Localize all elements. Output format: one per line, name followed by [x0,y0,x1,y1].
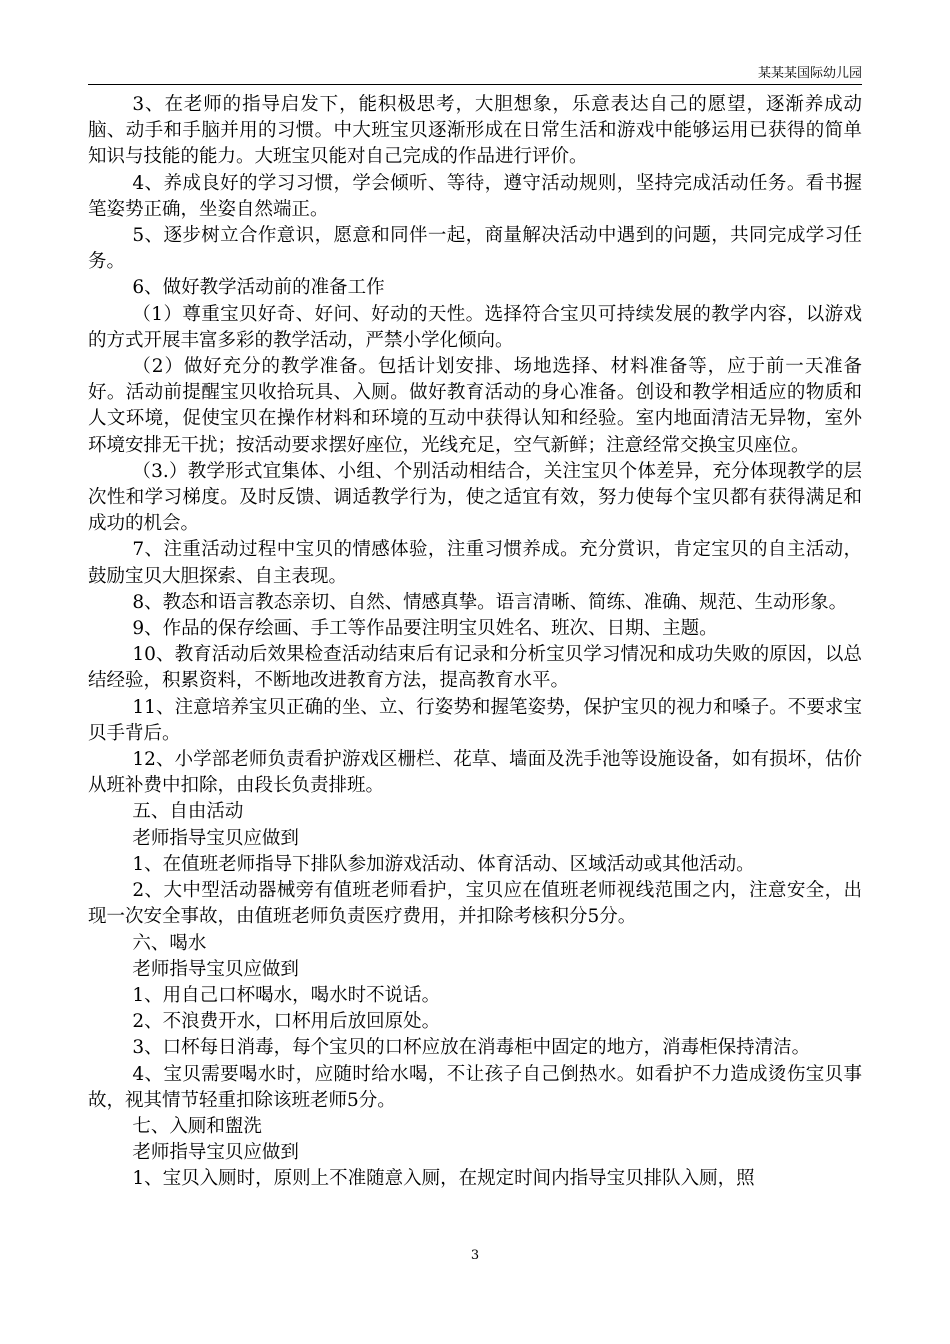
paragraph: 1、宝贝入厕时，原则上不准随意入厕，在规定时间内指导宝贝排队入厕，照 [132,1168,755,1190]
paragraph: 老师指导宝贝应做到 [132,827,299,849]
paragraph: 4、宝贝需要喝水时，应随时给水喝，不让孩子自己倒热水。如看护不力造成烫伤宝贝事故，视其情节轻重扣除该班老师5分。 [88,1063,862,1111]
paragraph: 3、口杯每日消毒，每个宝贝的口杯应放在消毒柜中固定的地方，消毒柜保持清洁。 [132,1037,811,1059]
section-heading: 五、自由活动 [132,801,244,823]
paragraph: 老师指导宝贝应做到 [132,1142,299,1164]
paragraph: 老师指导宝贝应做到 [132,958,299,980]
paragraph: 1、用自己口杯喝水，喝水时不说话。 [132,984,441,1006]
paragraph: （1）尊重宝贝好奇、好问、好动的天性。选择符合宝贝可持续发展的教学内容，以游戏的方式开展丰富多彩的教学活动，严禁小学化倾向。 [88,303,862,351]
paragraph: 2、大中型活动器械旁有值班老师看护，宝贝应在值班老师视线范围之内，注意安全，出现一次安全事故，由值班老师负责医疗费用，并扣除考核积分5分。 [88,880,862,928]
section-heading: 六、喝水 [132,932,207,954]
paragraph: 1、在值班老师指导下排队参加游戏活动、体育活动、区域活动或其他活动。 [132,853,755,875]
paragraph: 3、在老师的指导启发下，能积极思考，大胆想象，乐意表达自己的愿望，逐渐养成动脑、动手和手脑并用的习惯。中大班宝贝逐渐形成在日常生活和游戏中能够运用已获得的简单知识与技能的能力。大班宝贝能对自己完成的作品进行评价。 [88,94,862,168]
paragraph: 4、养成良好的学习习惯，学会倾听、等待，遵守活动规则，坚持完成活动任务。看书握笔姿势正确，坐姿自然端正。 [88,172,862,220]
paragraph: 12、小学部老师负责看护游戏区栅栏、花草、墙面及洗手池等设施设备，如有损坏，估价从班补费中扣除，由段长负责排班。 [88,749,862,797]
paragraph: 5、逐步树立合作意识，愿意和同伴一起，商量解决活动中遇到的问题，共同完成学习任务。 [88,225,862,273]
document-body [88,92,862,1193]
paragraph: （2）做好充分的教学准备。包括计划安排、场地选择、材料准备等，应于前一天准备好。活动前提醒宝贝收拾玩具、入厕。做好教育活动的身心准备。创设和教学相适应的物质和人文环境，促使宝贝在操作材料和环境的互动中获得认知和经验。室内地面清洁无异物，室外环境安排无干扰；按活动要求摆好座位，光线充足，空气新鲜；注意经常交换宝贝座位。 [88,356,862,456]
header-organization-name: 某某某国际幼儿园 [757,66,862,81]
header-divider [88,84,862,85]
section-heading: 七、入厕和盥洗 [132,1115,262,1137]
page-number: 3 [470,1248,480,1263]
paragraph: 7、注重活动过程中宝贝的情感体验，注重习惯养成。充分赏识，肯定宝贝的自主活动，鼓励宝贝大胆探索、自主表现。 [88,539,862,587]
paragraph: 11、注意培养宝贝正确的坐、立、行姿势和握笔姿势，保护宝贝的视力和嗓子。不要求宝贝手背后。 [88,696,862,744]
paragraph: （3.）教学形式宜集体、小组、个别活动相结合，关注宝贝个体差异，充分体现教学的层次性和学习梯度。及时反馈、调适教学行为，使之适宜有效，努力使每个宝贝都有获得满足和成功的机会。 [88,460,862,535]
paragraph: 10、教育活动后效果检查活动结束后有记录和分析宝贝学习情况和成功失败的原因，以总结经验，积累资料，不断地改进教育方法，提高教育水平。 [88,644,862,692]
paragraph: 9、作品的保存绘画、手工等作品要注明宝贝姓名、班次、日期、主题。 [132,618,718,640]
paragraph: 6、做好教学活动前的准备工作 [132,277,385,299]
paragraph: 2、不浪费开水，口杯用后放回原处。 [132,1011,441,1033]
paragraph: 8、教态和语言教态亲切、自然、情感真挚。语言清晰、简练、准确、规范、生动形象。 [132,591,848,613]
